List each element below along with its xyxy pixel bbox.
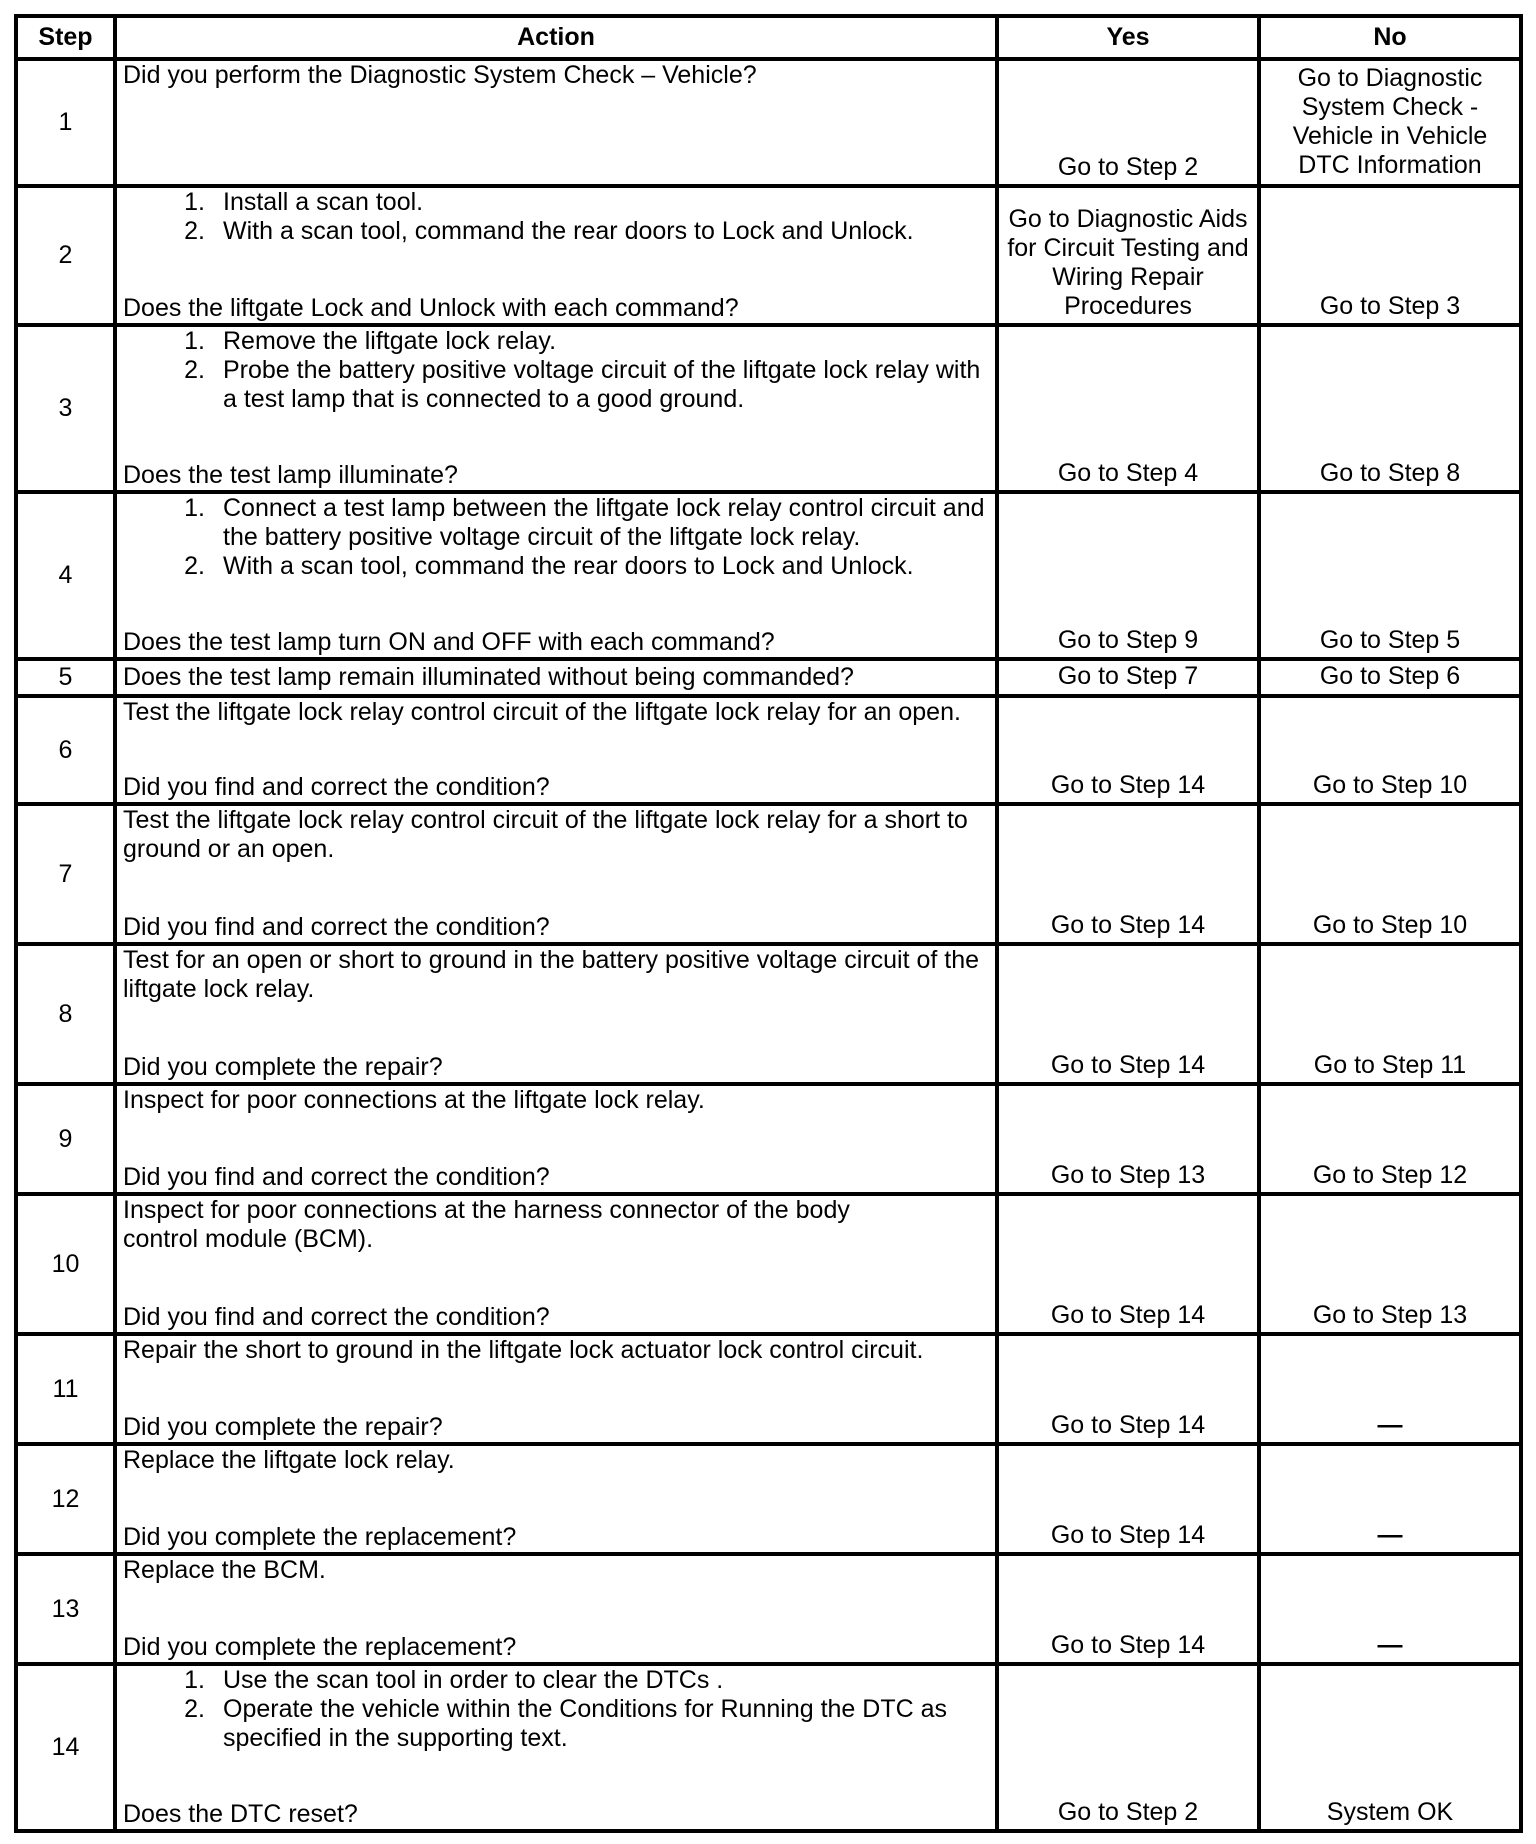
no-cell: — [1259,1334,1521,1444]
action-question: Did you complete the replacement? [123,1633,517,1661]
table-row [16,325,1521,492]
list-item: 1. Remove the liftgate lock relay. [184,327,557,355]
procedure-list [123,494,989,581]
yes-cell: Go to Step 14 [997,696,1259,804]
yes-cell: Go to Diagnostic Aids for Circuit Testing and Wiring Repair Procedures [997,186,1259,325]
list-item: 2. With a scan tool, command the rear doors to Lock and Unlock. [184,552,914,580]
no-cell: — [1259,1444,1521,1554]
step-number: 8 [16,944,115,1084]
action-cell [115,59,997,186]
yes-cell: Go to Step 14 [997,1444,1259,1554]
header-action: Action [115,16,997,59]
no-cell: Go to Step 13 [1259,1194,1521,1334]
action-cell [115,1554,997,1664]
step-number: 11 [16,1334,115,1444]
no-cell: Go to Step 11 [1259,944,1521,1084]
yes-cell: Go to Step 2 [997,1664,1259,1831]
action-question: Did you find and correct the condition? [123,913,550,941]
step-number: 12 [16,1444,115,1554]
action-text: Did you perform the Diagnostic System Check – Vehicle? [123,61,757,89]
action-cell [115,1084,997,1194]
action-question: Did you find and correct the condition? [123,773,550,801]
action-text: Replace the liftgate lock relay. [123,1446,455,1474]
header-no: No [1259,16,1521,59]
action-cell [115,696,997,804]
table-row [16,492,1521,659]
action-text: Replace the BCM. [123,1556,326,1584]
action-text: Repair the short to ground in the liftgate lock actuator lock control circuit. [123,1336,924,1364]
action-question: Did you complete the repair? [123,1413,443,1441]
action-cell [115,492,997,659]
no-cell: Go to Step 5 [1259,492,1521,659]
table-row [16,1554,1521,1664]
action-question: Does the test lamp turn ON and OFF with each command? [123,628,775,656]
action-question: Does the DTC reset? [123,1800,358,1828]
action-text: Does the test lamp remain illuminated without being commanded? [123,663,854,691]
step-number: 4 [16,492,115,659]
action-text: Test the liftgate lock relay control circuit of the liftgate lock relay for a short to ground or an open. [123,806,968,863]
procedure-list [123,327,989,414]
step-number: 2 [16,186,115,325]
table-row [16,1444,1521,1554]
yes-cell: Go to Step 14 [997,1194,1259,1334]
list-item: 1. Install a scan tool. [184,188,424,216]
step-number: 7 [16,804,115,944]
action-text: Test for an open or short to ground in the battery positive voltage circuit of the liftgate lock relay. [123,946,980,1003]
action-question: Did you find and correct the condition? [123,1303,550,1331]
action-text: Test the liftgate lock relay control circuit of the liftgate lock relay for an open. [123,698,961,726]
action-cell [115,659,997,696]
action-cell [115,1334,997,1444]
yes-cell: Go to Step 4 [997,325,1259,492]
yes-cell: Go to Step 2 [997,59,1259,186]
diagnostic-table [14,14,1523,1833]
yes-cell: Go to Step 7 [997,659,1259,696]
procedure-list [123,1666,989,1753]
no-cell: Go to Step 3 [1259,186,1521,325]
step-number: 5 [16,659,115,696]
table-row [16,659,1521,696]
action-text: Inspect for poor connections at the harness connector of the body control module (BCM). [123,1196,850,1253]
action-cell [115,325,997,492]
no-cell: Go to Step 10 [1259,696,1521,804]
list-item: 1. Connect a test lamp between the liftgate lock relay control circuit and the battery positive voltage circuit of the liftgate lock relay. [184,494,985,551]
list-item: 2. Probe the battery positive voltage circuit of the liftgate lock relay with a test lamp that is connected to a good ground. [184,356,981,413]
table-row [16,1334,1521,1444]
no-cell: Go to Diagnostic System Check - Vehicle in Vehicle DTC Information [1259,59,1521,186]
no-cell: Go to Step 6 [1259,659,1521,696]
yes-cell: Go to Step 13 [997,1084,1259,1194]
header-step: Step [16,16,115,59]
no-cell: System OK [1259,1664,1521,1831]
no-cell: Go to Step 10 [1259,804,1521,944]
header-row [16,16,1521,59]
table-row [16,1194,1521,1334]
no-cell: Go to Step 12 [1259,1084,1521,1194]
step-number: 13 [16,1554,115,1664]
action-cell [115,1664,997,1831]
action-cell [115,804,997,944]
action-text: Inspect for poor connections at the liftgate lock relay. [123,1086,705,1114]
step-number: 1 [16,59,115,186]
action-question: Does the liftgate Lock and Unlock with each command? [123,294,739,322]
table-row [16,1084,1521,1194]
action-cell [115,1194,997,1334]
step-number: 10 [16,1194,115,1334]
step-number: 3 [16,325,115,492]
action-cell [115,186,997,325]
no-cell: — [1259,1554,1521,1664]
table-row [16,696,1521,804]
yes-cell: Go to Step 14 [997,1334,1259,1444]
no-cell: Go to Step 8 [1259,325,1521,492]
yes-cell: Go to Step 14 [997,1554,1259,1664]
list-item: 2. With a scan tool, command the rear doors to Lock and Unlock. [184,217,914,245]
step-number: 6 [16,696,115,804]
action-cell [115,944,997,1084]
action-question: Did you complete the repair? [123,1053,443,1081]
yes-cell: Go to Step 14 [997,944,1259,1084]
table-row [16,186,1521,325]
action-question: Did you complete the replacement? [123,1523,517,1551]
yes-cell: Go to Step 9 [997,492,1259,659]
table-row [16,804,1521,944]
action-question: Does the test lamp illuminate? [123,461,458,489]
header-yes: Yes [997,16,1259,59]
list-item: 1. Use the scan tool in order to clear the DTCs . [184,1666,724,1694]
table-row [16,59,1521,186]
procedure-list [123,188,989,246]
table-row [16,1664,1521,1831]
action-question: Did you find and correct the condition? [123,1163,550,1191]
list-item: 2. Operate the vehicle within the Conditions for Running the DTC as specified in the supporting text. [184,1695,947,1752]
step-number: 14 [16,1664,115,1831]
yes-cell: Go to Step 14 [997,804,1259,944]
step-number: 9 [16,1084,115,1194]
table-row [16,944,1521,1084]
action-cell [115,1444,997,1554]
